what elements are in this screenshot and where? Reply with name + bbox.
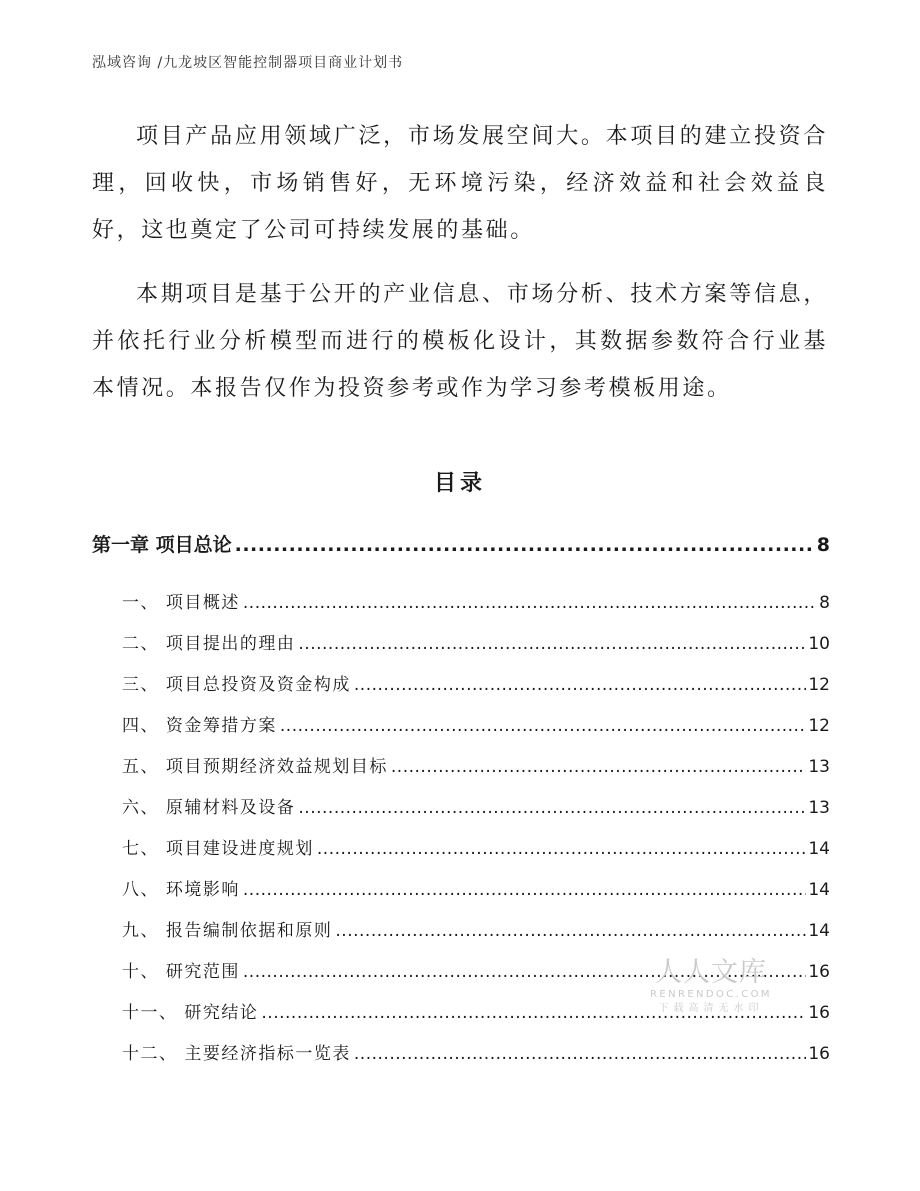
toc-page-number: 12 [808, 675, 830, 695]
toc-section-9[interactable] [92, 916, 830, 957]
toc-page-number: 8 [819, 593, 830, 613]
toc-page-number: 8 [816, 534, 830, 556]
toc-section-1[interactable] [92, 588, 830, 629]
toc-title: 目录 [433, 471, 486, 496]
toc-leader-dots [298, 634, 806, 654]
toc-page-number: 16 [808, 962, 830, 982]
toc-leader-dots [317, 839, 806, 859]
toc-page-number: 16 [808, 1044, 830, 1064]
toc-section-5[interactable] [92, 752, 830, 793]
toc-chapter-1[interactable] [92, 530, 830, 560]
toc-page-number: 14 [808, 921, 830, 941]
toc-page-number: 13 [808, 798, 830, 818]
toc-page-number: 14 [808, 839, 830, 859]
toc-leader-dots [243, 593, 817, 613]
toc-page-number: 16 [808, 1003, 830, 1023]
toc-leader-dots [298, 798, 806, 818]
toc-entry-label: 三、 项目总投资及资金构成 [122, 675, 351, 695]
watermark [647, 958, 775, 1016]
toc-section-7[interactable] [92, 834, 830, 875]
toc-section-8[interactable] [92, 875, 830, 916]
toc-entry-label: 二、 项目提出的理由 [122, 634, 296, 654]
toc-leader-dots [354, 675, 806, 695]
toc-section-2[interactable] [92, 629, 830, 670]
toc-entry-label: 九、 报告编制依据和原则 [122, 921, 333, 941]
toc-entry-label: 十二、 主要经济指标一览表 [122, 1044, 351, 1064]
toc-leader-dots [354, 1044, 806, 1064]
toc-section-6[interactable] [92, 793, 830, 834]
toc-leader-dots [280, 716, 806, 736]
watermark-url: RENRENDOC.COM [650, 989, 772, 1000]
toc-page-number: 13 [808, 757, 830, 777]
watermark-logo-text: 人人文库 [655, 957, 767, 988]
toc-entry-label: 五、 项目预期经济效益规划目标 [122, 757, 388, 777]
intro-paragraph-1: 项目产品应用领域广泛，市场发展空间大。本项目的建立投资合理，回收快，市场销售好，无环境污染，经济效益和社会效益良好，这也奠定了公司可持续发展的基础。 [92, 124, 828, 243]
toc-section-12[interactable] [92, 1039, 830, 1080]
toc-leader-dots [391, 757, 806, 777]
intro-paragraph-2: 本期项目是基于公开的产业信息、市场分析、技术方案等信息，并依托行业分析模型而进行的模板化设计，其数据参数符合行业基本情况。本报告仅作为投资参考或作为学习参考模板用途。 [92, 282, 828, 401]
toc-page-number: 12 [808, 716, 830, 736]
toc-leader-dots [243, 880, 806, 900]
toc-entry-label: 七、 项目建设进度规划 [122, 839, 314, 859]
toc-entry-label: 六、 原辅材料及设备 [122, 798, 296, 818]
toc-entry-label: 一、 项目概述 [122, 593, 240, 613]
toc-entry-label: 十一、 研究结论 [122, 1003, 259, 1023]
toc-entry-label: 十、 研究范围 [122, 962, 240, 982]
toc-section-3[interactable] [92, 670, 830, 711]
toc-entry-label: 八、 环境影响 [122, 880, 240, 900]
toc-page-number: 10 [808, 634, 830, 654]
toc-leader-dots [235, 534, 815, 556]
toc-entry-label: 四、 资金筹措方案 [122, 716, 277, 736]
toc-page-number: 14 [808, 880, 830, 900]
toc-section-4[interactable] [92, 711, 830, 752]
watermark-tagline: 下载高清无水印 [658, 1003, 764, 1014]
page-header: 泓域咨询 /九龙坡区智能控制器项目商业计划书 [92, 55, 404, 71]
toc-entry-label: 第一章 项目总论 [92, 534, 232, 556]
toc-leader-dots [335, 921, 806, 941]
